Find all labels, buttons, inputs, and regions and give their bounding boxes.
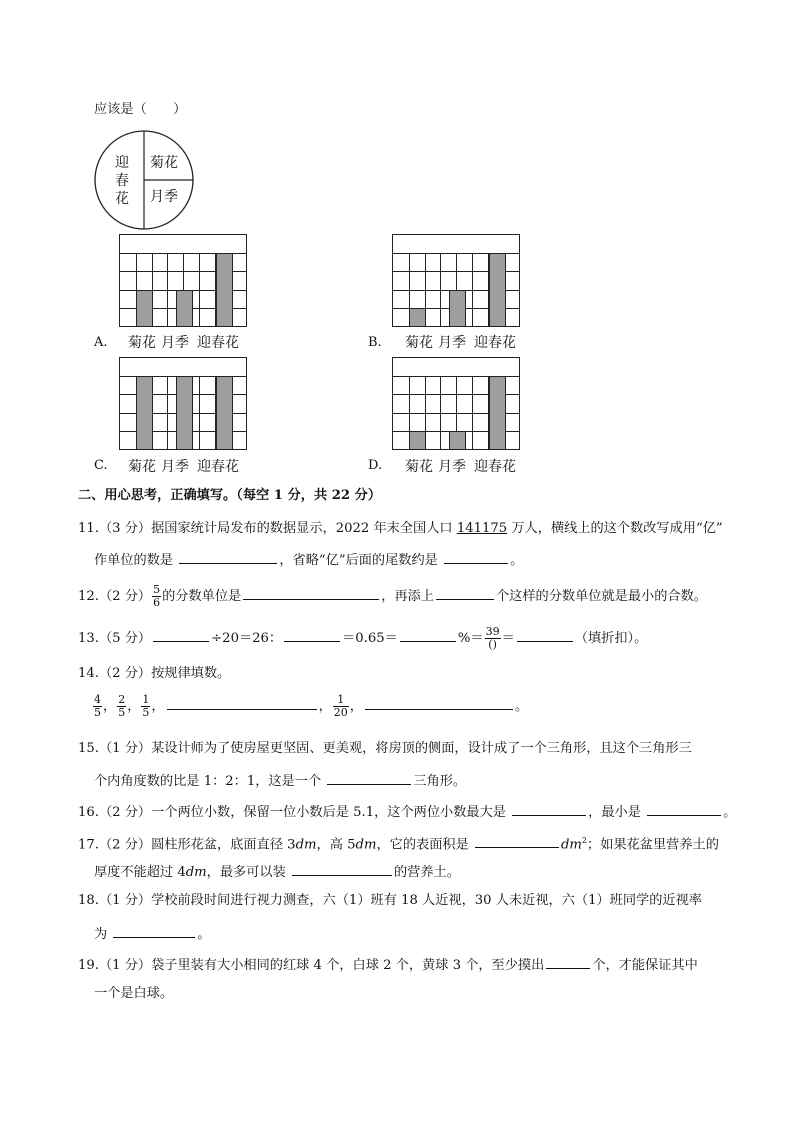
q13-text-a: 13.（5 分） [78,631,152,646]
q14-frac-2-num: 2 [118,693,126,706]
category-label: 迎春花 [474,459,516,475]
category-label: 菊花 [405,335,433,351]
q17-blank-2[interactable] [292,861,392,876]
q10-tail-text: 应该是（ ） [94,102,187,117]
q17-unit-4: dm [185,865,207,880]
grid-vline [440,376,441,449]
q14-comma-2: ， [127,699,141,714]
q12-line [78,584,707,609]
q19-line2: 一个是白球。 [94,986,174,1001]
q19-blank[interactable] [546,954,590,969]
bar-2 [449,431,466,449]
q12-blank-2[interactable] [436,585,494,600]
option-d-chart [392,357,520,450]
category-label: 月季 [161,459,189,475]
q16-blank-2[interactable] [647,801,721,816]
q14-frac-1 [93,694,102,719]
q14-blank-2[interactable] [365,695,513,710]
bar-3 [489,376,506,449]
q11-population: 141175 [456,521,508,536]
q13-text-e: ＝ [501,631,515,646]
bar-3 [216,253,233,326]
category-label: 月季 [438,459,466,475]
q19-line1 [78,954,698,975]
q17-text-a: 17.（2 分）圆柱形花盆，底面直径 3 [78,837,296,853]
q14-title: 14.（2 分）按规律填数。 [78,666,231,681]
q13-line [78,626,647,651]
grid-vline [472,376,473,449]
q12-blank-1[interactable] [243,585,379,600]
grid-vline [167,253,168,326]
category-label: 迎春花 [197,459,239,475]
q16-line [78,801,736,822]
option-a-chart [119,234,247,327]
category-label: 菊花 [405,459,433,475]
q17-text-d: ；如果花盆里营养土的 [587,837,719,853]
q17-unit-sup: 2 [581,836,588,845]
bar-1 [136,376,153,449]
q11-text-e: 。 [510,553,524,568]
bar-2 [176,376,193,449]
q14-comma-3: ， [151,699,165,714]
q11-blank-1[interactable] [179,549,277,564]
q17-text-e: 厚度不能超过 4 [94,865,186,880]
option-label[interactable]: C. [94,458,108,473]
bar-1 [136,290,153,326]
q16-blank-1[interactable] [512,801,586,816]
q19-text-b: 个，才能保证其中 [592,958,698,973]
option-label[interactable]: B. [368,335,382,350]
grid-vline [440,253,441,326]
category-label: 迎春花 [474,335,516,351]
pie-label-yueji: 月季 [150,189,178,205]
q14-frac-3-den: 5 [142,706,150,719]
q11-text-a: 11.（3 分）据国家统计局发布的数据显示，2022 年末全国人口 [78,521,457,536]
q11-line1 [78,520,723,538]
grid-vline [199,253,200,326]
q12-text-a: 12.（2 分） [78,589,152,604]
q14-frac-4-num: 1 [333,694,349,707]
q18-line2 [94,923,211,944]
q15-text-b: 个内角度数的比是 1：2：1，这是一个 [94,774,326,789]
q12-fraction [152,584,161,609]
q17-line2 [94,861,460,882]
q13-text-d: %＝ [457,631,484,646]
q17-unit-2: dm [355,837,377,853]
q14-frac-1-den: 5 [94,706,101,719]
q14-frac-3-num: 1 [142,693,150,706]
q13-frac-den: () [488,638,497,651]
q13-blank-1[interactable] [153,627,209,642]
q11-text-c: 作单位的数是 [94,553,178,568]
q14-frac-4-den: 20 [333,706,348,719]
q13-text-c: ＝0.65＝ [342,631,398,646]
q12-frac-den: 6 [153,596,161,609]
category-label: 月季 [161,335,189,351]
category-label: 菊花 [128,459,156,475]
bar-3 [489,253,506,326]
q12-text-c: ，再添上 [381,589,434,604]
q13-text-f: （填折扣）。 [574,631,648,646]
q11-blank-2[interactable] [444,549,508,564]
q18-line1: 18.（1 分）学校前段时间进行视力测查，六（1）班有 18 人近视，30 人未近视，六（1）班同学的近视率 [78,893,702,908]
option-b-chart [392,234,520,327]
bar-2 [449,290,466,326]
q14-end: 。 [514,699,529,714]
q14-comma-5: ， [349,699,363,714]
q15-blank[interactable] [327,770,411,785]
q13-blank-3[interactable] [400,627,456,642]
q17-blank-1[interactable] [475,833,559,848]
q18-text-c: 。 [197,927,211,942]
grid-vline [167,376,168,449]
grid-vline [199,376,200,449]
option-label[interactable]: A. [94,335,108,350]
q17-text-g: 的营养土。 [394,865,460,880]
q11-text-d: ，省略“亿”后面的尾数约是 [279,553,443,568]
q13-fraction [485,626,501,651]
section2-title: 二、用心思考，正确填写。（每空 1 分，共 22 分） [78,488,382,503]
grid-vline [472,253,473,326]
q14-frac-2 [117,694,126,719]
q13-blank-4[interactable] [517,627,573,642]
q15-line2 [94,770,466,791]
bar-1 [409,308,426,326]
category-label: 菊花 [128,335,156,351]
q18-blank[interactable] [113,923,195,938]
q13-text-b: ÷20＝26： [211,631,283,646]
q14-frac-4 [333,694,349,719]
q15-line1: 15.（1 分）某设计师为了使房屋更坚固、更美观，将房顶的侧面，设计成了一个三角形，且这个三角形三 [78,741,692,756]
q14-frac-1-num: 4 [94,693,101,706]
q18-text-b: 为 [94,927,112,942]
q16-text-a: 16.（2 分）一个两位小数，保留一位小数后是 5.1，这个两位小数最大是 [78,805,511,820]
category-label: 月季 [438,335,466,351]
bar-3 [216,376,233,449]
q15-text-c: 三角形。 [413,774,467,789]
option-label[interactable]: D. [368,458,383,473]
option-c-chart [119,357,247,450]
q14-comma-1: ， [103,699,117,714]
q12-text-d: 个这样的分数单位就是最小的合数。 [496,589,707,604]
q14-blank-1[interactable] [167,695,317,710]
q17-unit-1: dm [295,837,317,853]
q12-text-b: 的分数单位是 [162,589,242,604]
q11-line2 [94,549,523,570]
q17-line1 [78,832,719,854]
bar-2 [176,290,193,326]
q17-text-f: ，最多可以装 [206,865,290,880]
q16-text-c: 。 [723,805,737,820]
q13-frac-num: 39 [485,625,500,638]
q14-frac-3 [141,694,150,719]
q17-text-c: ，它的表面积是 [376,837,473,853]
q14-sequence [92,694,528,719]
bar-1 [409,431,426,449]
q17-text-b: ，高 5 [316,837,356,853]
q14-comma-4: ， [318,699,332,714]
q12-frac-num: 5 [153,583,161,596]
category-label: 迎春花 [197,335,239,351]
q14-frac-2-den: 5 [118,706,126,719]
q16-text-b: ，最小是 [588,805,646,820]
q13-blank-2[interactable] [284,627,340,642]
pie-label-juhua: 菊花 [150,155,178,171]
pie-label-yingchunhua: 迎春花 [115,155,129,207]
pie-chart [93,129,197,233]
q17-unit-3: dm [560,837,582,853]
q19-text-a: 19.（1 分）袋子里装有大小相同的红球 4 个，白球 2 个，黄球 3 个，至少摸出 [78,958,545,973]
q11-text-b: 万人，横线上的这个数改写成用“亿” [507,521,723,536]
